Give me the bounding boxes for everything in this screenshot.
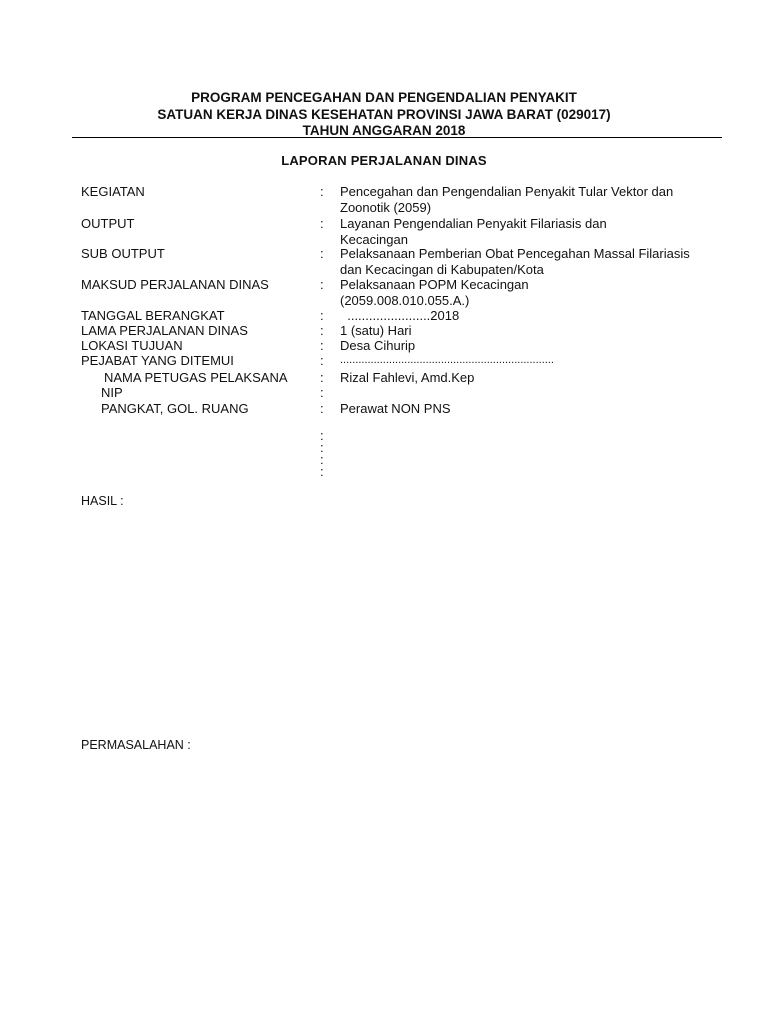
section-hasil: HASIL : xyxy=(81,494,124,508)
field-label: PANGKAT, GOL. RUANG xyxy=(101,401,249,416)
field-value: Rizal Fahlevi, Amd.Kep xyxy=(340,370,475,385)
field-value: Desa Cihurip xyxy=(340,338,416,353)
header-line-3: TAHUN ANGGARAN 2018 xyxy=(302,123,466,138)
section-permasalahan: PERMASALAHAN : xyxy=(81,738,191,752)
field-value: Perawat NON PNS xyxy=(340,401,451,416)
field-value: .......................2018 xyxy=(340,308,460,323)
field-value: Pelaksanaan POPM Kecacingan (2059.008.010.055.A.) xyxy=(340,277,529,308)
field-label: OUTPUT xyxy=(81,216,135,231)
field-colon: : xyxy=(320,353,324,368)
field-label: MAKSUD PERJALANAN DINAS xyxy=(81,277,269,292)
header-line-2: SATUAN KERJA DINAS KESEHATAN PROVINSI JAWA BARAT (029017) xyxy=(157,107,611,122)
field-value: ...................................................................... xyxy=(340,354,554,366)
field-colon: : xyxy=(320,452,324,467)
field-colon: : xyxy=(320,246,324,261)
field-colon: : xyxy=(320,184,324,199)
field-colon: : xyxy=(320,401,324,416)
field-colon: : xyxy=(320,338,324,353)
header-line-1: PROGRAM PENCEGAHAN DAN PENGENDALIAN PENYAKIT xyxy=(191,90,577,105)
field-label: TANGGAL BERANGKAT xyxy=(81,308,225,323)
field-colon: : xyxy=(320,216,324,231)
header-divider xyxy=(72,137,722,138)
field-label: LAMA PERJALANAN DINAS xyxy=(81,323,248,338)
field-label: KEGIATAN xyxy=(81,184,145,199)
field-label: NAMA PETUGAS PELAKSANA xyxy=(104,370,288,385)
field-colon: : xyxy=(320,323,324,338)
field-value: Layanan Pengendalian Penyakit Filariasis dan Kecacingan xyxy=(340,216,607,247)
field-value: Pelaksanaan Pemberian Obat Pencegahan Massal Filariasis dan Kecacingan di Kabupaten/Kota xyxy=(340,246,690,277)
field-label: NIP xyxy=(101,385,123,400)
field-colon: : xyxy=(320,464,324,479)
field-colon: : xyxy=(320,385,324,400)
field-colon: : xyxy=(320,370,324,385)
field-value: 1 (satu) Hari xyxy=(340,323,412,338)
report-title: LAPORAN PERJALANAN DINAS xyxy=(281,153,487,168)
field-label: LOKASI TUJUAN xyxy=(81,338,183,353)
field-label: PEJABAT YANG DITEMUI xyxy=(81,353,234,368)
field-colon: : xyxy=(320,440,324,455)
field-value: Pencegahan dan Pengendalian Penyakit Tular Vektor dan Zoonotik (2059) xyxy=(340,184,674,215)
field-colon: : xyxy=(320,428,324,443)
field-colon: : xyxy=(320,277,324,292)
field-label: SUB OUTPUT xyxy=(81,246,165,261)
field-colon: : xyxy=(320,308,324,323)
